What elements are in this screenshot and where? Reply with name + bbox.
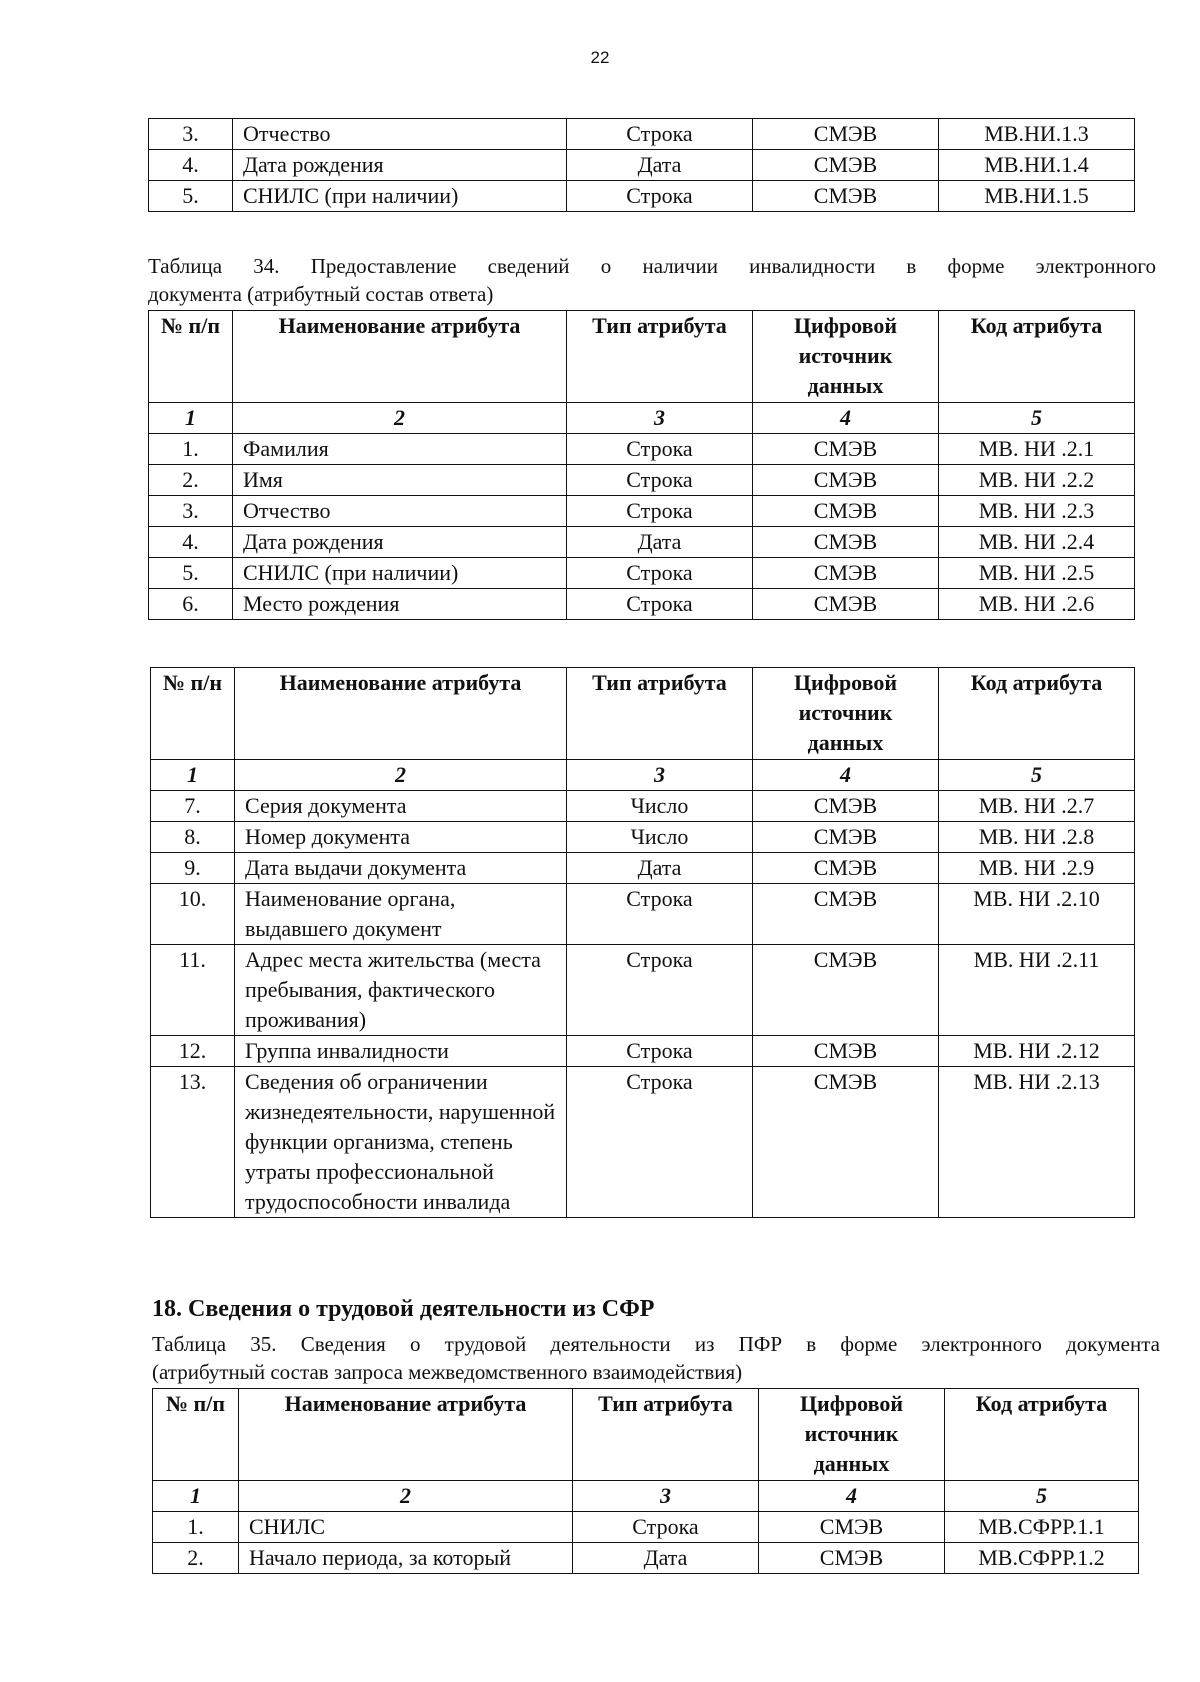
attribute-type-cell: Строка bbox=[567, 945, 753, 1036]
col-header-code: Код атрибута bbox=[939, 311, 1135, 403]
data-source-cell: СМЭВ bbox=[753, 1067, 939, 1218]
row-number-cell: 13. bbox=[151, 1067, 235, 1218]
col-header-type: Тип атрибута bbox=[573, 1389, 759, 1481]
attribute-code-cell: МВ. НИ .2.11 bbox=[939, 945, 1135, 1036]
col-header-source: Цифровой источник данных bbox=[759, 1389, 945, 1481]
attribute-name-cell: СНИЛС (при наличии) bbox=[233, 181, 567, 212]
attribute-type-cell: Строка bbox=[567, 465, 753, 496]
data-source-cell: СМЭВ bbox=[753, 822, 939, 853]
table35-caption-line2: (атрибутный состав запроса межведомственного взаимодействия) bbox=[152, 1360, 743, 1384]
index-cell: 4 bbox=[759, 1481, 945, 1512]
index-cell: 3 bbox=[573, 1481, 759, 1512]
attribute-name-cell: СНИЛС bbox=[239, 1512, 573, 1543]
attribute-type-cell: Число bbox=[567, 822, 753, 853]
data-source-cell: СМЭВ bbox=[753, 945, 939, 1036]
data-source-cell: СМЭВ bbox=[753, 181, 939, 212]
attribute-code-cell: МВ. НИ .2.10 bbox=[939, 884, 1135, 945]
data-source-cell: СМЭВ bbox=[753, 465, 939, 496]
attribute-name-cell: Адрес места жительства (места пребывания, фактического проживания) bbox=[235, 945, 567, 1036]
attribute-code-cell: МВ. НИ .2.7 bbox=[939, 791, 1135, 822]
table-row bbox=[153, 1512, 1139, 1543]
attribute-type-cell: Дата bbox=[567, 527, 753, 558]
attribute-name-cell: Наименование органа, выдавшего документ bbox=[235, 884, 567, 945]
table-row bbox=[149, 119, 1135, 150]
table35 bbox=[152, 1388, 1139, 1574]
col-header-name: Наименование атрибута bbox=[235, 668, 567, 760]
table-row bbox=[151, 853, 1135, 884]
index-cell: 3 bbox=[567, 760, 753, 791]
attribute-code-cell: МВ.НИ.1.5 bbox=[939, 181, 1135, 212]
index-cell: 4 bbox=[753, 403, 939, 434]
attribute-name-cell: Серия документа bbox=[235, 791, 567, 822]
attribute-name-cell: СНИЛС (при наличии) bbox=[233, 558, 567, 589]
data-source-cell: СМЭВ bbox=[753, 119, 939, 150]
attribute-name-cell: Фамилия bbox=[233, 434, 567, 465]
row-number-cell: 1. bbox=[153, 1512, 239, 1543]
data-source-cell: СМЭВ bbox=[753, 150, 939, 181]
data-source-cell: СМЭВ bbox=[753, 589, 939, 620]
table-row bbox=[151, 945, 1135, 1036]
index-cell: 5 bbox=[939, 403, 1135, 434]
page-number: 22 bbox=[590, 48, 610, 67]
row-number-cell: 7. bbox=[151, 791, 235, 822]
table-row bbox=[149, 150, 1135, 181]
data-source-cell: СМЭВ bbox=[753, 1036, 939, 1067]
attribute-name-cell: Место рождения bbox=[233, 589, 567, 620]
attribute-name-cell: Начало периода, за который bbox=[239, 1543, 573, 1574]
row-number-cell: 3. bbox=[149, 119, 233, 150]
attribute-type-cell: Строка bbox=[567, 558, 753, 589]
attribute-name-cell: Отчество bbox=[233, 119, 567, 150]
table34-continuation bbox=[150, 667, 1135, 1218]
index-cell: 1 bbox=[149, 403, 233, 434]
row-number-cell: 1. bbox=[149, 434, 233, 465]
table35-caption-line1: Таблица 35. Сведения о трудовой деятельности из ПФР в форме электронного документа bbox=[152, 1332, 1160, 1356]
table-row bbox=[149, 527, 1135, 558]
table-row bbox=[151, 1036, 1135, 1067]
attribute-code-cell: МВ.НИ.1.4 bbox=[939, 150, 1135, 181]
attribute-code-cell: МВ. НИ .2.6 bbox=[939, 589, 1135, 620]
table-row bbox=[149, 465, 1135, 496]
attribute-code-cell: МВ. НИ .2.4 bbox=[939, 527, 1135, 558]
col-header-name: Наименование атрибута bbox=[233, 311, 567, 403]
attribute-type-cell: Строка bbox=[567, 589, 753, 620]
row-number-cell: 9. bbox=[151, 853, 235, 884]
attribute-name-cell: Группа инвалидности bbox=[235, 1036, 567, 1067]
index-cell: 5 bbox=[945, 1481, 1139, 1512]
col-header-num: № п/п bbox=[149, 311, 233, 403]
col-header-num: № п/н bbox=[151, 668, 235, 760]
index-cell: 3 bbox=[567, 403, 753, 434]
attribute-type-cell: Дата bbox=[567, 853, 753, 884]
attribute-code-cell: МВ. НИ .2.3 bbox=[939, 496, 1135, 527]
col-header-type: Тип атрибута bbox=[567, 668, 753, 760]
attribute-type-cell: Дата bbox=[567, 150, 753, 181]
col-header-source: Цифровой источник данных bbox=[753, 668, 939, 760]
table-row bbox=[151, 1067, 1135, 1218]
attribute-type-cell: Строка bbox=[567, 1036, 753, 1067]
row-number-cell: 3. bbox=[149, 496, 233, 527]
row-number-cell: 8. bbox=[151, 822, 235, 853]
row-number-cell: 2. bbox=[153, 1543, 239, 1574]
col-header-type: Тип атрибута bbox=[567, 311, 753, 403]
row-number-cell: 6. bbox=[149, 589, 233, 620]
col-header-code: Код атрибута bbox=[939, 668, 1135, 760]
attribute-type-cell: Строка bbox=[567, 496, 753, 527]
attribute-code-cell: МВ. НИ .2.9 bbox=[939, 853, 1135, 884]
table34-caption bbox=[148, 252, 1156, 308]
table-row bbox=[151, 884, 1135, 945]
attribute-code-cell: МВ.НИ.1.3 bbox=[939, 119, 1135, 150]
index-cell: 2 bbox=[239, 1481, 573, 1512]
table-row bbox=[149, 589, 1135, 620]
row-number-cell: 10. bbox=[151, 884, 235, 945]
row-number-cell: 12. bbox=[151, 1036, 235, 1067]
table-row bbox=[149, 496, 1135, 527]
attribute-type-cell: Строка bbox=[567, 1067, 753, 1218]
data-source-cell: СМЭВ bbox=[753, 496, 939, 527]
index-cell: 2 bbox=[233, 403, 567, 434]
table-row bbox=[149, 181, 1135, 212]
row-number-cell: 5. bbox=[149, 558, 233, 589]
col-header-source: Цифровой источник данных bbox=[753, 311, 939, 403]
row-number-cell: 5. bbox=[149, 181, 233, 212]
attribute-type-cell: Дата bbox=[573, 1543, 759, 1574]
table35-caption bbox=[152, 1330, 1160, 1386]
attribute-code-cell: МВ. НИ .2.13 bbox=[939, 1067, 1135, 1218]
col-header-num: № п/п bbox=[153, 1389, 239, 1481]
data-source-cell: СМЭВ bbox=[753, 558, 939, 589]
table-top-continuation bbox=[148, 118, 1135, 212]
index-cell: 2 bbox=[235, 760, 567, 791]
attribute-name-cell: Номер документа bbox=[235, 822, 567, 853]
row-number-cell: 11. bbox=[151, 945, 235, 1036]
table34-caption-line1: Таблица 34. Предоставление сведений о наличии инвалидности в форме электронного bbox=[148, 254, 1156, 278]
attribute-type-cell: Строка bbox=[567, 434, 753, 465]
attribute-name-cell: Имя bbox=[233, 465, 567, 496]
attribute-code-cell: МВ. НИ .2.5 bbox=[939, 558, 1135, 589]
data-source-cell: СМЭВ bbox=[759, 1512, 945, 1543]
attribute-type-cell: Число bbox=[567, 791, 753, 822]
attribute-code-cell: МВ.СФРР.1.1 bbox=[945, 1512, 1139, 1543]
data-source-cell: СМЭВ bbox=[753, 791, 939, 822]
index-cell: 1 bbox=[153, 1481, 239, 1512]
attribute-code-cell: МВ.СФРР.1.2 bbox=[945, 1543, 1139, 1574]
index-cell: 5 bbox=[939, 760, 1135, 791]
attribute-name-cell: Отчество bbox=[233, 496, 567, 527]
table34 bbox=[148, 310, 1135, 620]
table-row bbox=[149, 558, 1135, 589]
section-heading: 18. Сведения о трудовой деятельности из СФР bbox=[152, 1296, 655, 1322]
data-source-cell: СМЭВ bbox=[753, 527, 939, 558]
attribute-type-cell: Строка bbox=[567, 119, 753, 150]
row-number-cell: 2. bbox=[149, 465, 233, 496]
attribute-code-cell: МВ. НИ .2.8 bbox=[939, 822, 1135, 853]
col-header-name: Наименование атрибута bbox=[239, 1389, 573, 1481]
table-row bbox=[153, 1543, 1139, 1574]
attribute-type-cell: Строка bbox=[567, 884, 753, 945]
attribute-name-cell: Сведения об ограничении жизнедеятельности, нарушенной функции организма, степень утраты профессиональной трудоспособности инвалида bbox=[235, 1067, 567, 1218]
col-header-code: Код атрибута bbox=[945, 1389, 1139, 1481]
data-source-cell: СМЭВ bbox=[753, 884, 939, 945]
table-row bbox=[151, 791, 1135, 822]
attribute-type-cell: Строка bbox=[573, 1512, 759, 1543]
table34-caption-line2: документа (атрибутный состав ответа) bbox=[148, 282, 494, 306]
index-cell: 1 bbox=[151, 760, 235, 791]
data-source-cell: СМЭВ bbox=[753, 434, 939, 465]
row-number-cell: 4. bbox=[149, 150, 233, 181]
attribute-name-cell: Дата рождения bbox=[233, 527, 567, 558]
attribute-type-cell: Строка bbox=[567, 181, 753, 212]
table-row bbox=[151, 822, 1135, 853]
attribute-code-cell: МВ. НИ .2.12 bbox=[939, 1036, 1135, 1067]
data-source-cell: СМЭВ bbox=[759, 1543, 945, 1574]
attribute-name-cell: Дата выдачи документа bbox=[235, 853, 567, 884]
attribute-code-cell: МВ. НИ .2.2 bbox=[939, 465, 1135, 496]
data-source-cell: СМЭВ bbox=[753, 853, 939, 884]
table-row bbox=[149, 434, 1135, 465]
index-cell: 4 bbox=[753, 760, 939, 791]
row-number-cell: 4. bbox=[149, 527, 233, 558]
attribute-name-cell: Дата рождения bbox=[233, 150, 567, 181]
attribute-code-cell: МВ. НИ .2.1 bbox=[939, 434, 1135, 465]
